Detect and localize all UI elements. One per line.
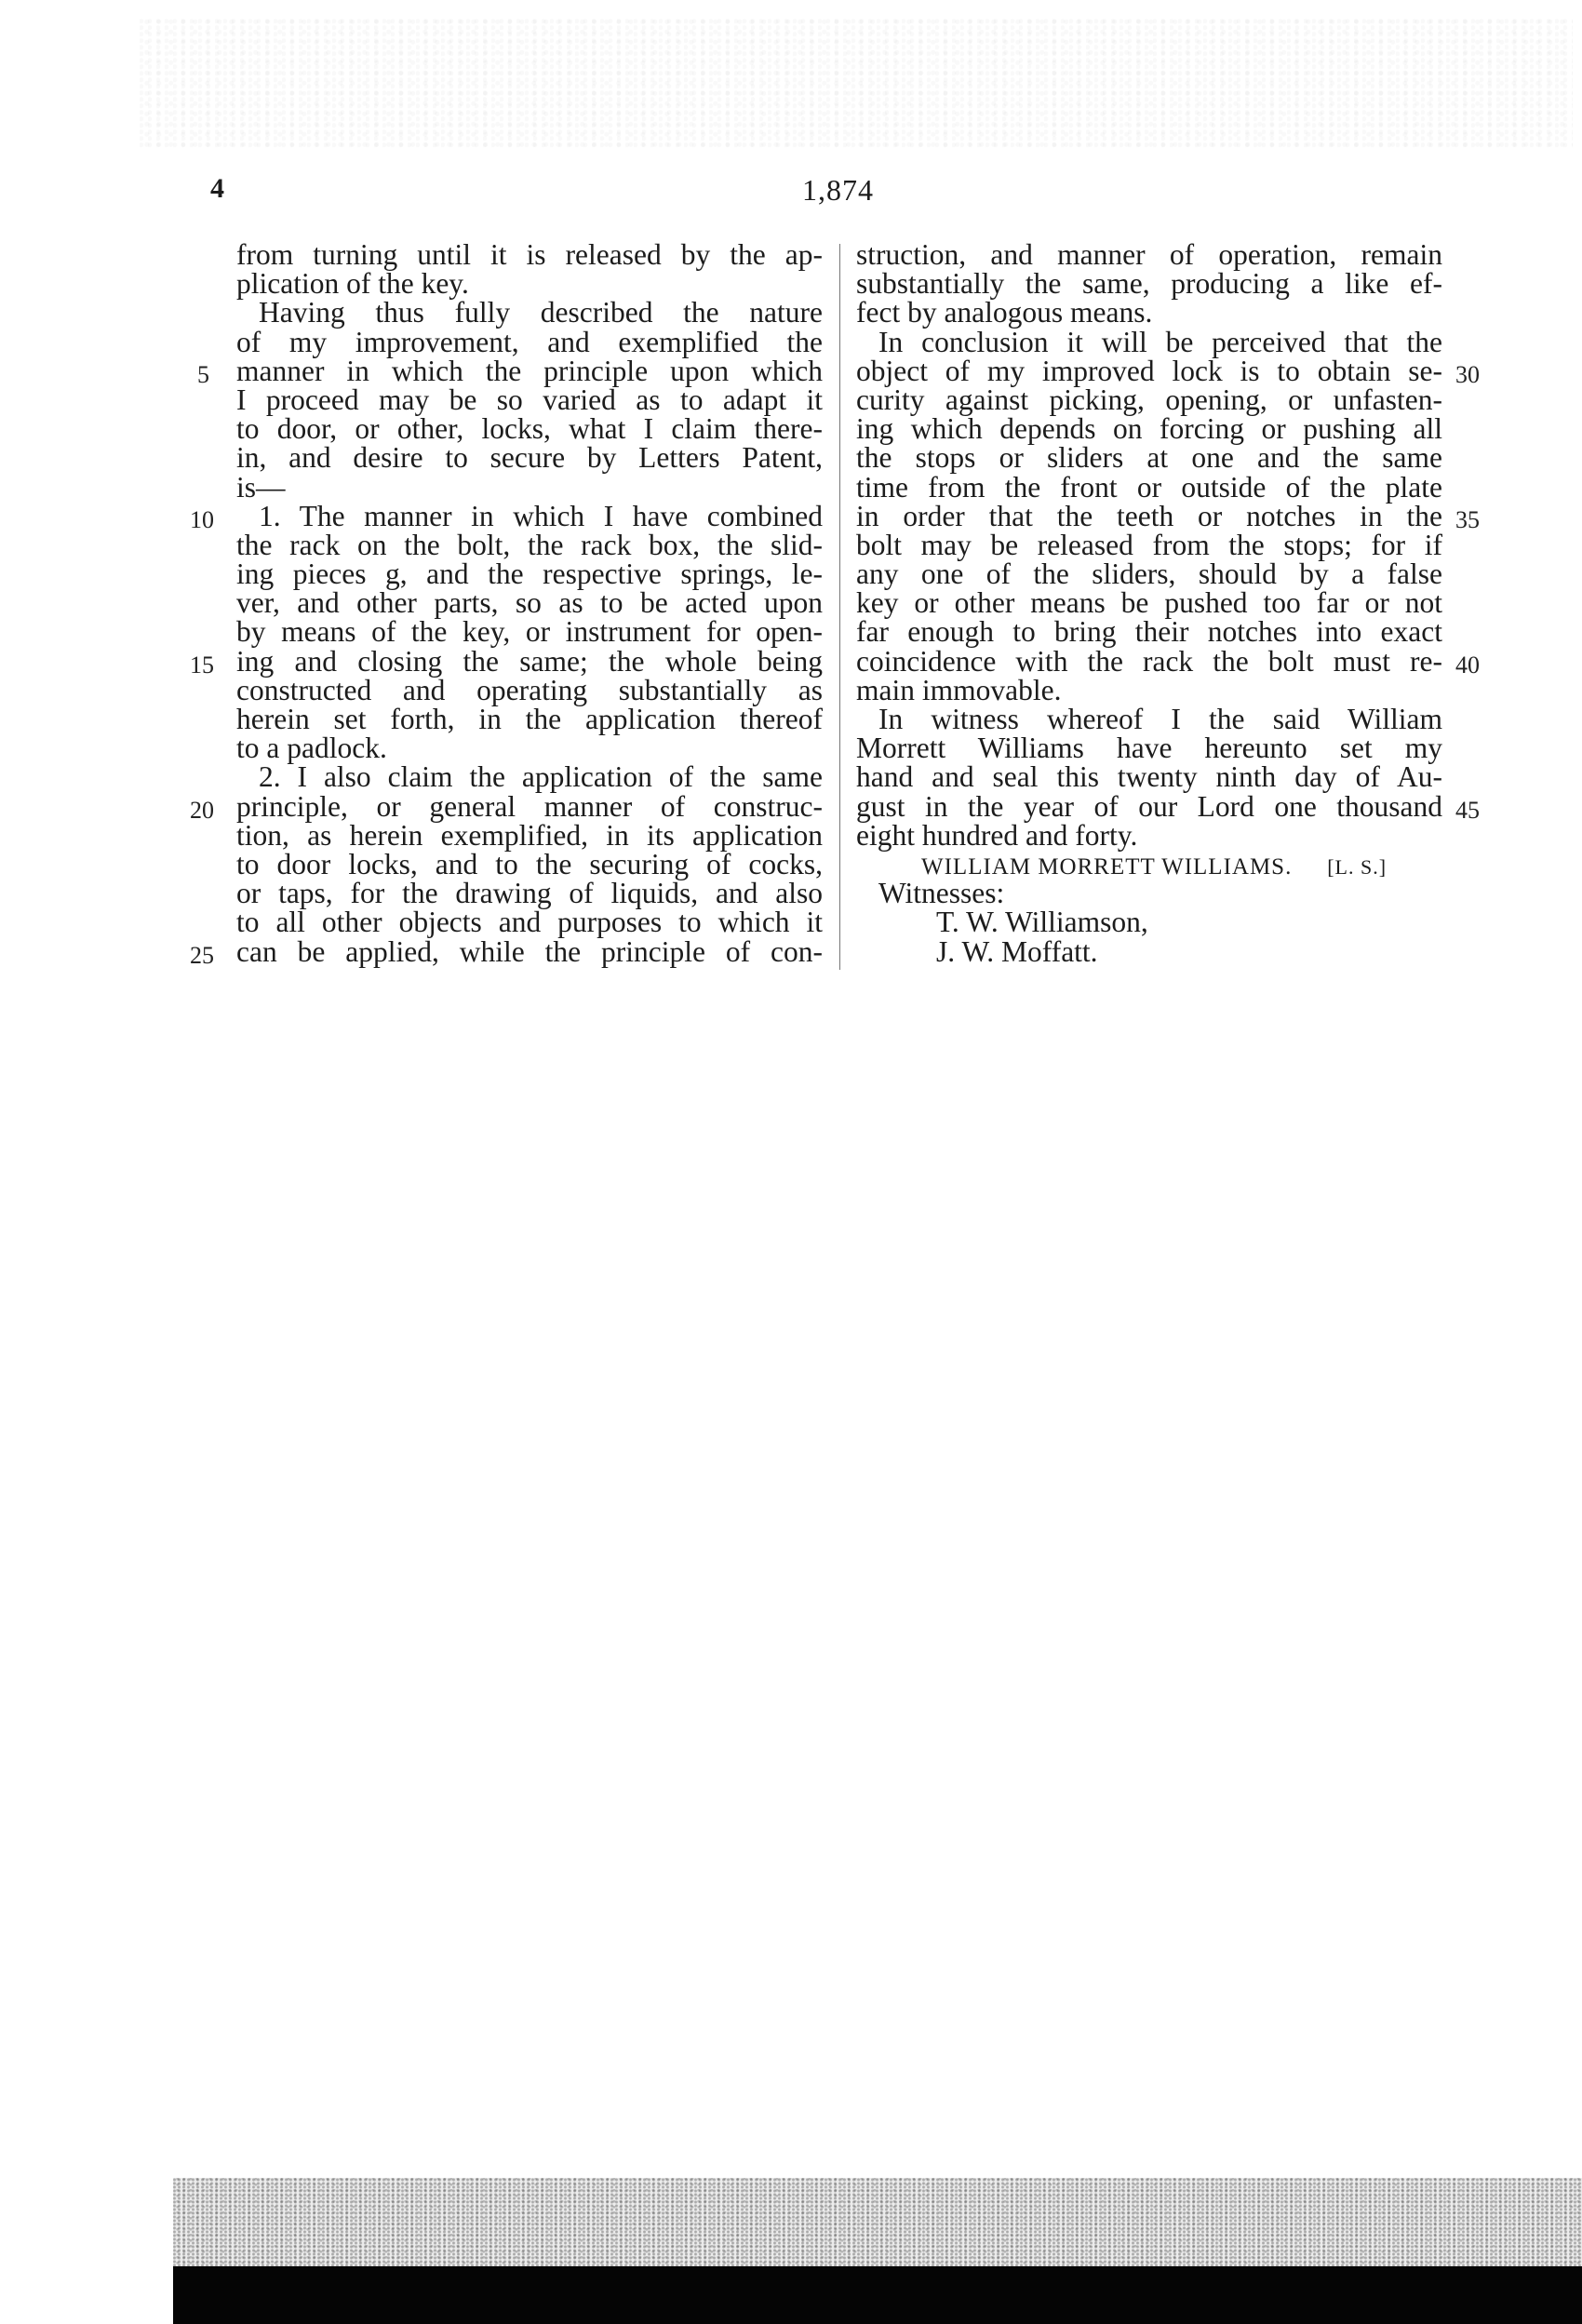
text-line: by means of the key, or instrument for open- — [236, 615, 823, 649]
text-line: Morrett Williams have hereunto set my — [856, 732, 1442, 765]
right-column — [856, 240, 1442, 966]
line-number: 45 — [1455, 797, 1480, 824]
text-line: hand and seal this twenty ninth day of Au- — [856, 760, 1442, 794]
signature-line — [856, 850, 1442, 879]
seal-mark: [L. S.] — [1327, 854, 1388, 879]
text-line: in order that the teeth or notches in the — [856, 499, 1442, 532]
line-number: 30 — [1455, 361, 1480, 388]
text-line: main immovable. — [856, 673, 1062, 706]
scan-edge-bar — [173, 2266, 1582, 2324]
text-line: substantially the same, producing a like ef- — [856, 267, 1442, 301]
column-divider — [839, 244, 840, 970]
text-line: time from the front or outside of the plate — [856, 470, 1442, 504]
line-number: 25 — [190, 942, 214, 969]
text-line: principle, or general manner of construc- — [236, 789, 823, 823]
text-line: fect by analogous means. — [856, 296, 1153, 329]
text-line: to door, or other, locks, what I claim there- — [236, 412, 823, 446]
text-line: object of my improved lock is to obtain se- — [856, 354, 1442, 387]
text-line: Having thus fully described the nature — [259, 296, 823, 329]
line-number: 20 — [190, 797, 214, 824]
text-line: tion, as herein exemplified, in its application — [236, 818, 823, 852]
text-line: In witness whereof I the said William — [878, 703, 1442, 735]
signature-name: WILLIAM MORRETT WILLIAMS. — [921, 853, 1293, 880]
text-line: in, and desire to secure by Letters Patent, — [236, 441, 823, 475]
page-marker: 4 — [210, 173, 222, 204]
text-line: I proceed may be so varied as to adapt it — [236, 383, 823, 416]
text-line: gust in the year of our Lord one thousand — [856, 789, 1442, 823]
line-number: 40 — [1455, 652, 1480, 678]
text-line: is— — [236, 470, 286, 504]
patent-number: 1,874 — [802, 173, 874, 207]
text-line: In conclusion it will be perceived that the — [878, 325, 1442, 358]
text-line: of my improvement, and exemplified the — [236, 325, 823, 358]
text-line: to all other objects and purposes to which it — [236, 906, 823, 939]
text-line: ver, and other parts, so as to be acted upon — [236, 586, 823, 620]
text-line: can be applied, while the principle of con- — [236, 934, 823, 968]
text-line: the rack on the bolt, the rack box, the slid- — [236, 528, 823, 561]
text-line: from turning until it is released by the ap- — [236, 238, 823, 271]
line-number: 15 — [190, 652, 214, 678]
text-line: eight hundred and forty. — [856, 818, 1138, 852]
witness-name: T. W. Williamson, — [936, 906, 1148, 939]
text-line: 2. I also claim the application of the same — [259, 760, 823, 794]
text-line: manner in which the principle upon which — [236, 354, 823, 387]
text-line: far enough to bring their notches into exact — [856, 615, 1442, 649]
line-number: 5 — [197, 361, 209, 388]
text-line: ing which depends on forcing or pushing all — [856, 412, 1442, 446]
text-line: bolt may be released from the stops; for if — [856, 528, 1442, 561]
text-line: the stops or sliders at one and the same — [856, 441, 1442, 475]
text-line: key or other means be pushed too far or not — [856, 586, 1442, 620]
text-line: 1. The manner in which I have combined — [259, 499, 823, 532]
text-line: ing pieces g, and the respective springs, le- — [236, 557, 823, 591]
text-line: coincidence with the rack the bolt must re- — [856, 644, 1442, 678]
text-line: struction, and manner of operation, remain — [856, 238, 1442, 271]
line-number: 10 — [190, 506, 214, 533]
text-line: to a padlock. — [236, 732, 387, 765]
witnesses-label: Witnesses: — [878, 877, 1005, 910]
left-column — [236, 240, 823, 966]
text-line: ing and closing the same; the whole being — [236, 644, 823, 678]
text-line: to door locks, and to the securing of cocks, — [236, 847, 823, 880]
witness-name: J. W. Moffatt. — [936, 934, 1098, 968]
text-line: curity against picking, opening, or unfasten- — [856, 383, 1442, 416]
text-line: constructed and operating substantially as — [236, 673, 823, 706]
text-line: any one of the sliders, should by a false — [856, 557, 1442, 591]
text-line: plication of the key. — [236, 267, 469, 301]
scan-noise-band — [173, 2178, 1582, 2266]
line-number: 35 — [1455, 506, 1480, 533]
scan-noise — [140, 19, 1573, 149]
text-line: herein set forth, in the application thereof — [236, 703, 823, 735]
text-line: or taps, for the drawing of liquids, and also — [236, 877, 823, 910]
